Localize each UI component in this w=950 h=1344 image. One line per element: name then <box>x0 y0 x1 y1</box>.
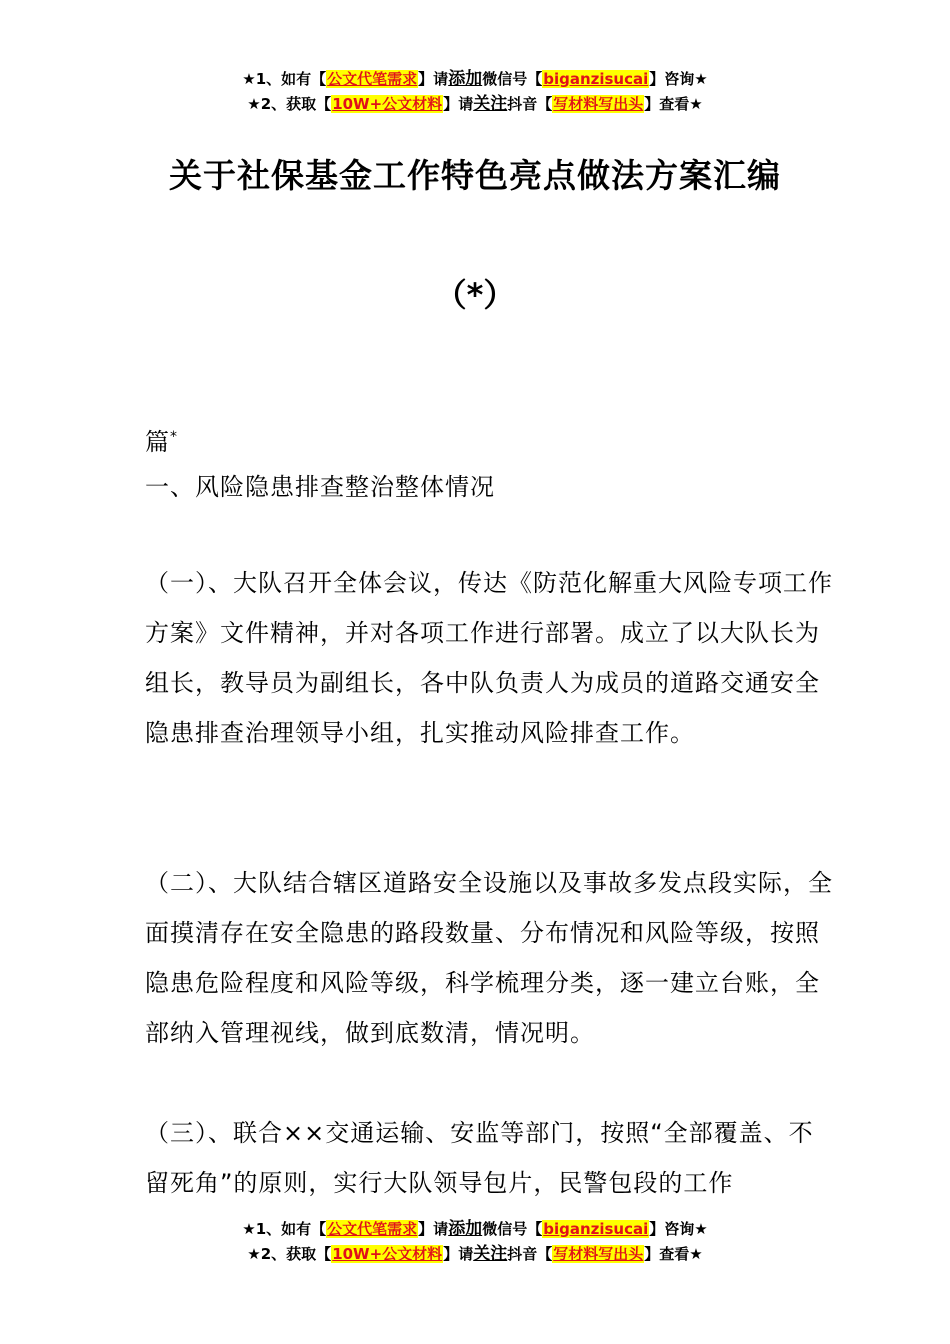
banner-emphasis: 关注 <box>473 94 508 114</box>
banner-highlight-materials: 10W+公文材料 <box>332 1245 443 1263</box>
banner-text: ★1、如有【 <box>242 1220 327 1238</box>
banner-text: 】查看★ <box>644 95 703 113</box>
banner-text: ★1、如有【 <box>242 70 327 88</box>
banner-line-2 <box>0 92 950 117</box>
banner-text: 】请 <box>443 95 474 113</box>
banner-emphasis: 添加 <box>448 69 483 89</box>
banner-emphasis: 添加 <box>448 1219 483 1239</box>
banner-emphasis: 关注 <box>473 1244 508 1264</box>
section-heading: 一、风险隐患排查整治整体情况 <box>145 473 495 501</box>
banner-text: 】咨询★ <box>649 1220 708 1238</box>
banner-highlight-materials: 10W+公文材料 <box>332 95 443 113</box>
banner-line-1 <box>0 67 950 92</box>
document-title: 关于社保基金工作特色亮点做法方案汇编 <box>169 156 781 195</box>
banner-text: 抖音【 <box>507 95 553 113</box>
banner-highlight-wechat: biganzisucai <box>543 70 649 88</box>
banner-text: 微信号【 <box>482 1220 543 1238</box>
paragraph-2: （二）、大队结合辖区道路安全设施以及事故多发点段实际，全面摸清存在安全隐患的路段数量、分布情况和风险等级，按照隐患危险程度和风险等级，科学梳理分类，逐一建立台账，全部纳入管理视线，做到底数清，情况明。 <box>145 869 833 1047</box>
banner-highlight-wechat: biganzisucai <box>543 1220 649 1238</box>
banner-text: ★2、获取【 <box>247 1245 332 1263</box>
banner-text: ★2、获取【 <box>247 95 332 113</box>
banner-text: 抖音【 <box>507 1245 553 1263</box>
banner-highlight-service: 公文代笔需求 <box>327 1220 418 1238</box>
banner-text: 】请 <box>418 1220 449 1238</box>
document-subtitle: （*） <box>434 276 516 314</box>
header-banner <box>0 67 950 117</box>
banner-highlight-douyin: 写材料写出头 <box>553 95 644 113</box>
chapter-text: 篇 <box>145 428 170 456</box>
footer-banner <box>0 1217 950 1267</box>
banner-text: 微信号【 <box>482 70 543 88</box>
banner-text: 】请 <box>443 1245 474 1263</box>
banner-line-2 <box>0 1242 950 1267</box>
banner-highlight-douyin: 写材料写出头 <box>553 1245 644 1263</box>
banner-highlight-service: 公文代笔需求 <box>327 70 418 88</box>
banner-text: 】请 <box>418 70 449 88</box>
banner-line-1 <box>0 1217 950 1242</box>
banner-text: 】咨询★ <box>649 70 708 88</box>
chapter-label <box>145 412 835 467</box>
paragraph-3: （三）、联合××交通运输、安监等部门，按照“全部覆盖、不留死角”的原则，实行大队领导包片，民警包段的工作 <box>145 1119 814 1197</box>
banner-text: 】查看★ <box>644 1245 703 1263</box>
chapter-mark: * <box>170 429 178 445</box>
paragraph-1: （一）、大队召开全体会议，传达《防范化解重大风险专项工作方案》文件精神，并对各项工作进行部署。成立了以大队长为组长，教导员为副组长，各中队负责人为成员的道路交通安全隐患排查治理领导小组，扎实推动风险排查工作。 <box>145 569 833 747</box>
